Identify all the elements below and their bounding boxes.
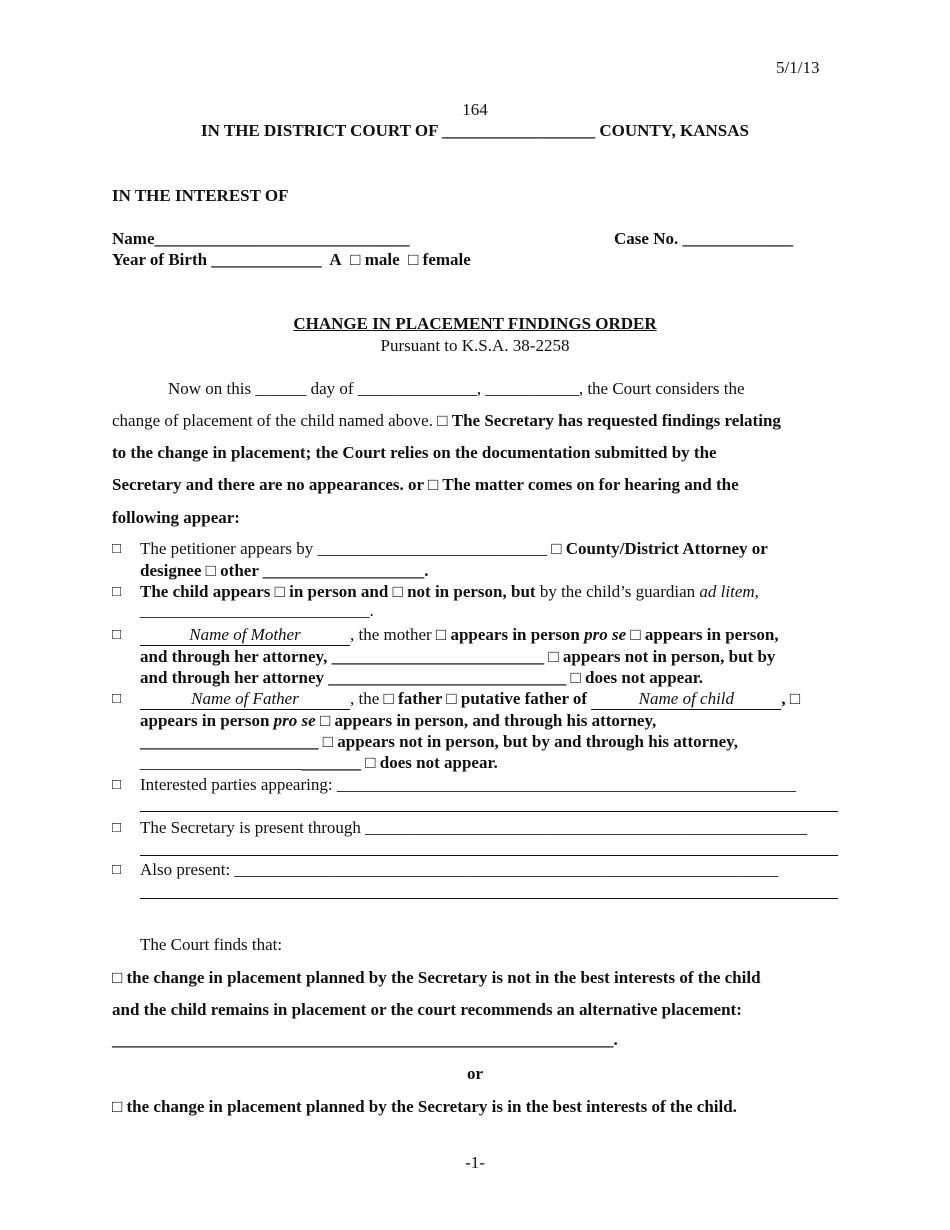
petitioner-line-2: designee □ other ___________________. (140, 561, 429, 580)
child-line-1-bold: The child appears □ in person and □ not in person, but (140, 582, 536, 601)
father-line-2-bold1: appears in person (140, 711, 274, 730)
court-suffix: COUNTY, KANSAS (599, 121, 749, 140)
also-present-field[interactable]: Also present: ________________________________________________________________ (140, 860, 779, 879)
court-heading (0, 121, 950, 141)
document-subtitle: Pursuant to K.S.A. 38-2258 (380, 336, 570, 355)
interested-parties-checkbox[interactable]: □ (112, 777, 122, 793)
father-line-2-bold2: □ appears in person, and through his attorney, (315, 711, 657, 730)
document-title: CHANGE IN PLACEMENT FINDINGS ORDER (293, 314, 657, 333)
male-checkbox[interactable]: □ (350, 250, 361, 269)
father-checkbox[interactable]: □ (112, 691, 122, 707)
mother-checkbox[interactable]: □ (112, 627, 122, 643)
case-number-field[interactable]: Case No. _____________ (614, 229, 793, 248)
year-of-birth-row (112, 250, 471, 270)
form-date: 5/1/13 (776, 58, 820, 77)
child-line-1-italic: ad litem (699, 582, 755, 601)
father-line-3: _____________________ □ appears not in person, but by and through his attorney, (140, 732, 738, 751)
secretary-field[interactable]: The Secretary is present through ____________________________________________________ (140, 818, 808, 837)
interested-parties-field[interactable]: Interested parties appearing: ______________________________________________________ (140, 775, 796, 794)
secretary-checkbox[interactable]: □ (112, 820, 122, 836)
child-checkbox[interactable]: □ (112, 584, 122, 600)
father-line-2-prose: pro se (273, 711, 316, 730)
also-present-checkbox[interactable]: □ (112, 862, 122, 878)
court-prefix: IN THE DISTRICT COURT OF (201, 121, 438, 140)
interested-parties-line-2[interactable] (140, 811, 838, 812)
petitioner-line-1 (140, 539, 768, 559)
petitioner-line-1-bold: County/District Attorney or (565, 539, 768, 558)
father-line-1-plain: , the □ (350, 689, 399, 708)
child-line-1 (140, 582, 759, 602)
mother-line-1 (140, 625, 779, 646)
father-line-4 (140, 753, 498, 773)
father-line-2 (140, 711, 656, 731)
finding-option-2[interactable]: □ the change in placement planned by the Secretary is in the best interests of the child. (112, 1097, 737, 1116)
child-name-field[interactable]: Name of child (591, 689, 781, 710)
year-of-birth-field[interactable]: Year of Birth _____________ (112, 250, 322, 269)
finding-option-1-line-1[interactable]: □ the change in placement planned by the Secretary is not in the best interests of the child (112, 968, 761, 987)
or-separator: or (466, 1064, 484, 1083)
in-the-interest-of: IN THE INTEREST OF (112, 186, 289, 205)
father-line-4-bold: _______ □ does not appear. (301, 753, 498, 772)
intro-line-4: Secretary and there are no appearances. or □ The matter comes on for hearing and the (112, 475, 739, 494)
mother-line-1-prose: pro se (584, 625, 627, 644)
child-line-1-end: , (754, 582, 759, 601)
page-number: -1- (465, 1153, 485, 1172)
secretary-line-2[interactable] (140, 855, 838, 856)
intro-line-5: following appear: (112, 508, 240, 527)
intro-line-2-plain: change of placement of the child named above. □ (112, 411, 452, 430)
father-line-1 (140, 689, 800, 710)
intro-line-3: to the change in placement; the Court relies on the documentation submitted by the (112, 443, 717, 462)
mother-line-2: and through her attorney, _________________________ □ appears not in person, but by (140, 647, 776, 666)
county-blank[interactable]: __________________ (442, 121, 596, 140)
father-line-1-end: , □ (781, 689, 801, 708)
intro-line-1: Now on this ______ day of ______________, ___________, the Court considers the (168, 379, 745, 398)
also-present-line-2[interactable] (140, 898, 838, 899)
male-label: male (364, 250, 400, 269)
father-line-4-plain: ___________________ (140, 753, 302, 772)
findings-intro: The Court finds that: (140, 935, 283, 954)
mother-line-1-bold1: appears in person (450, 625, 585, 644)
mother-name-field[interactable]: Name of Mother (140, 625, 350, 646)
child-line-1-plain: by the child’s guardian (535, 582, 700, 601)
mother-line-3: and through her attorney ____________________________ □ does not appear. (140, 668, 703, 687)
child-line-2: ___________________________. (140, 601, 374, 620)
female-checkbox[interactable]: □ (408, 250, 419, 269)
alternative-placement-field[interactable]: ___________________________________________________________. (112, 1030, 618, 1049)
petitioner-line-1-plain: The petitioner appears by ___________________________ □ (140, 539, 566, 558)
form-number: 164 (462, 100, 488, 119)
intro-line-2 (112, 411, 781, 431)
mother-line-1-plain: , the mother □ (350, 625, 451, 644)
finding-option-1-line-2: and the child remains in placement or the court recommends an alternative placement: (112, 1000, 742, 1019)
name-field[interactable]: Name______________________________ (112, 229, 410, 248)
mother-line-1-bold2: □ appears in person, (626, 625, 779, 644)
petitioner-checkbox[interactable]: □ (112, 541, 122, 557)
father-line-1-bold: father □ putative father of (398, 689, 592, 708)
a-label: A (329, 250, 342, 269)
female-label: female (422, 250, 471, 269)
father-name-field[interactable]: Name of Father (140, 689, 350, 710)
intro-line-2-bold: The Secretary has requested findings relating (451, 411, 781, 430)
